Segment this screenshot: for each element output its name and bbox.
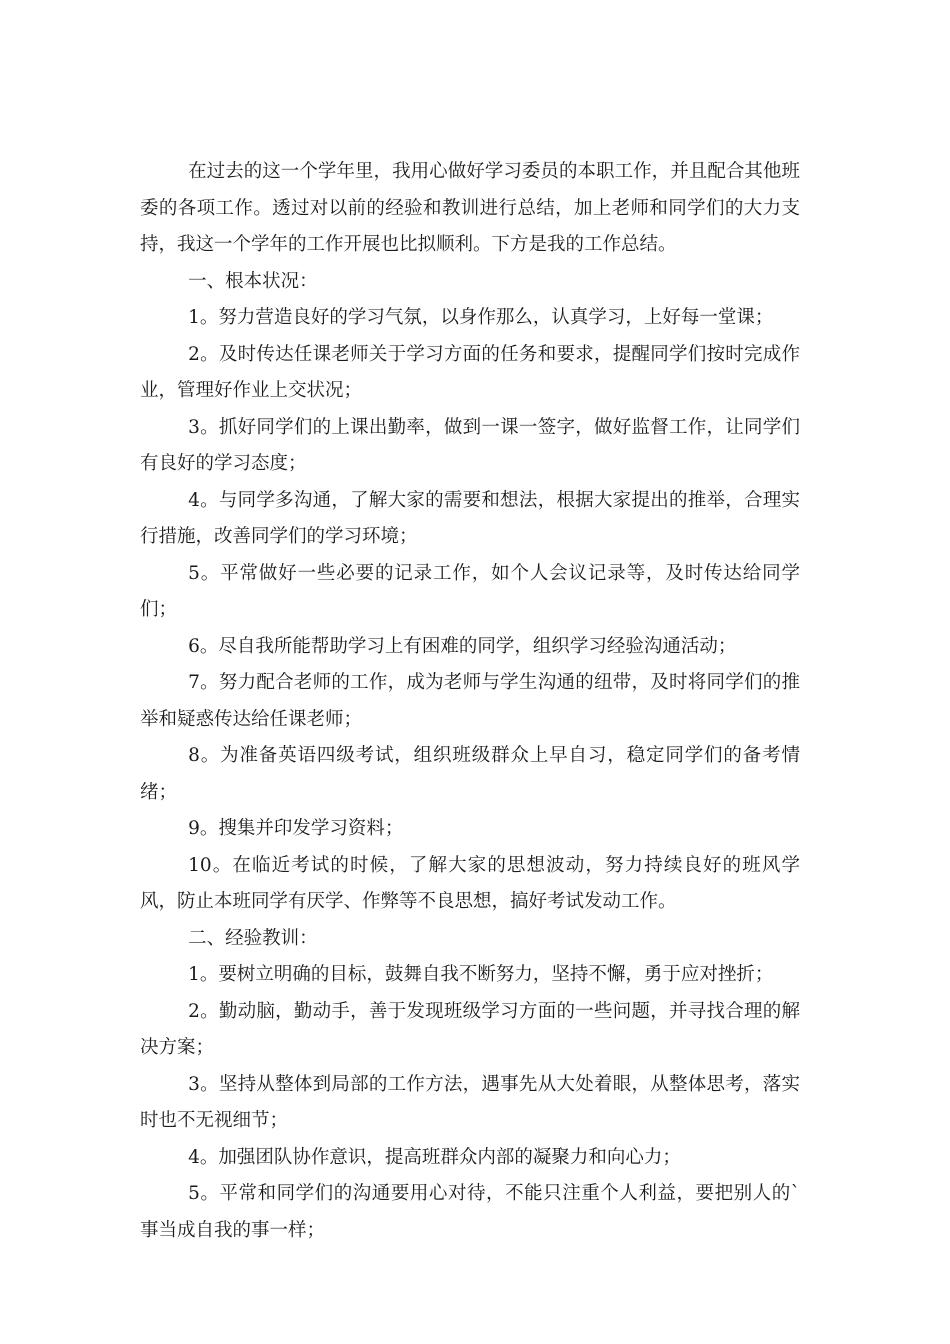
list-item: 3。抓好同学们的上课出勤率，做到一课一签字，做好监督工作，让同学们有良好的学习态度； (140, 416, 800, 474)
section-heading-basic-situation: 一、根本状况： (188, 270, 318, 292)
document-body (140, 154, 800, 1249)
section-heading-lessons: 二、经验教训： (188, 927, 318, 949)
list-item: 1。努力营造良好的学习气氛，以身作那么，认真学习，上好每一堂课； (188, 307, 774, 328)
list-item: 9。搜集并印发学习资料； (188, 818, 404, 839)
list-item: 7。努力配合老师的工作，成为老师与学生沟通的纽带，及时将同学们的推举和疑惑传达给任课老师； (140, 672, 800, 730)
list-item: 5。平常和同学们的沟通要用心对待，不能只注重个人利益，要把别人的`事当成自我的事一样； (140, 1183, 800, 1241)
list-item: 10。在临近考试的时候，了解大家的思想波动，努力持续良好的班风学风，防止本班同学有厌学、作弊等不良思想，搞好考试发动工作。 (140, 854, 800, 912)
list-item: 4。与同学多沟通，了解大家的需要和想法，根据大家提出的推举，合理实行措施，改善同学们的学习环境； (140, 489, 800, 547)
list-item: 3。坚持从整体到局部的工作方法，遇事先从大处着眼，从整体思考，落实时也不无视细节； (140, 1073, 800, 1131)
list-item: 4。加强团队协作意识，提高班群众内部的凝聚力和向心力； (188, 1146, 681, 1168)
list-item: 2。勤动脑，勤动手，善于发现班级学习方面的一些问题，并寻找合理的解决方案； (140, 1000, 800, 1058)
list-item: 8。为准备英语四级考试，组织班级群众上早自习，稳定同学们的备考情绪； (140, 745, 800, 803)
intro-paragraph: 在过去的这一个学年里，我用心做好学习委员的本职工作，并且配合其他班委的各项工作。透过对以前的经验和教训进行总结，加上老师和同学们的大力支持，我这一个学年的工作开展也比拟顺利。下方是我的工作总结。 (140, 161, 800, 255)
list-item: 1。要树立明确的目标，鼓舞自我不断努力，坚持不懈，勇于应对挫折； (188, 964, 774, 985)
list-item: 5。平常做好一些必要的记录工作，如个人会议记录等，及时传达给同学们； (140, 562, 800, 620)
list-item: 2。及时传达任课老师关于学习方面的任务和要求，提醒同学们按时完成作业，管理好作业上交状况； (140, 343, 800, 401)
list-item: 6。尽自我所能帮助学习上有困难的同学，组织学习经验沟通活动； (188, 635, 737, 657)
